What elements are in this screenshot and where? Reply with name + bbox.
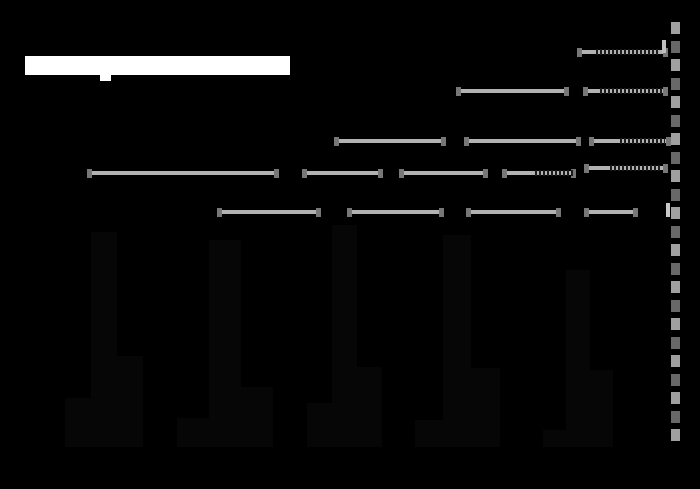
bracket-cap-left bbox=[399, 169, 404, 178]
bar-group4-series1 bbox=[415, 420, 443, 447]
bracket-text-marks bbox=[620, 138, 665, 144]
bracket-line-r6-s2 bbox=[348, 210, 443, 214]
bracket-cap-right bbox=[633, 208, 638, 217]
bracket-cap-left bbox=[502, 169, 507, 178]
right-axis-glyph-blob bbox=[671, 59, 680, 71]
right-axis-glyph-blob bbox=[671, 170, 680, 182]
right-axis-glyph-blob bbox=[671, 392, 680, 404]
right-axis-glyph-blob bbox=[671, 41, 680, 53]
bracket-line-r3-s1 bbox=[335, 139, 445, 143]
bar-group2-series1 bbox=[177, 418, 209, 447]
bracket-cap-left bbox=[334, 137, 339, 146]
right-axis-glyph-blob bbox=[671, 281, 680, 293]
bracket-line-r6-s4 bbox=[585, 210, 637, 214]
bracket-cap-right bbox=[576, 137, 581, 146]
bracket-cap-left bbox=[577, 48, 582, 57]
bracket-line-r6-s1 bbox=[218, 210, 320, 214]
bar-group2-series3 bbox=[241, 387, 273, 447]
bar-group5-series3 bbox=[590, 370, 613, 447]
bracket-cap-right bbox=[556, 208, 561, 217]
axis-tick-mark bbox=[662, 40, 666, 53]
title-highlight-notch bbox=[100, 75, 111, 81]
bracket-line-r2-s1 bbox=[457, 89, 568, 93]
bracket-cap-right bbox=[441, 137, 446, 146]
bar-group5-series2 bbox=[566, 270, 590, 447]
bracket-cap-right bbox=[439, 208, 444, 217]
bracket-cap-right bbox=[274, 169, 279, 178]
bracket-cap-left bbox=[584, 164, 589, 173]
right-axis-glyph-blob bbox=[671, 115, 680, 127]
bracket-text-marks bbox=[600, 88, 662, 94]
right-axis-glyph-blob bbox=[671, 244, 680, 256]
right-axis-glyph-blob bbox=[671, 318, 680, 330]
bar-group5-series1 bbox=[543, 430, 566, 447]
axis-tick-mark bbox=[666, 203, 670, 217]
right-axis-glyph-blob bbox=[671, 411, 680, 423]
bracket-cap-right bbox=[378, 169, 383, 178]
right-axis-glyph-blob bbox=[671, 429, 680, 441]
bar-group2-series2 bbox=[209, 240, 241, 447]
bracket-cap-left bbox=[87, 169, 92, 178]
bracket-cap-right bbox=[483, 169, 488, 178]
right-axis-glyph-blob bbox=[671, 300, 680, 312]
bar-group3-series3 bbox=[357, 367, 382, 447]
right-axis-glyph-blob bbox=[671, 96, 680, 108]
bar-group1-series2 bbox=[91, 232, 117, 447]
bracket-cap-right bbox=[663, 164, 668, 173]
bar-group4-series2 bbox=[443, 235, 471, 447]
bracket-cap-left bbox=[347, 208, 352, 217]
right-axis-glyph-blob bbox=[671, 226, 680, 238]
bracket-cap-left bbox=[466, 208, 471, 217]
right-axis-glyph-blob bbox=[671, 207, 680, 219]
right-axis-glyph-blob bbox=[671, 374, 680, 386]
right-axis-glyph-blob bbox=[671, 22, 680, 34]
right-axis-glyph-blob bbox=[671, 355, 680, 367]
bar-group3-series1 bbox=[307, 403, 332, 447]
right-axis-glyph-blob bbox=[671, 152, 680, 164]
bracket-line-r5-s2 bbox=[303, 171, 382, 175]
bracket-cap-left bbox=[583, 87, 588, 96]
bracket-line-r3-s2 bbox=[465, 139, 580, 143]
bracket-cap-left bbox=[464, 137, 469, 146]
bar-group1-series3 bbox=[117, 356, 143, 447]
bracket-text-marks bbox=[610, 165, 660, 171]
bar-group1-series1 bbox=[65, 398, 91, 447]
bracket-cap-right bbox=[564, 87, 569, 96]
right-axis-glyph-blob bbox=[671, 263, 680, 275]
bar-group4-series3 bbox=[471, 368, 500, 447]
bracket-cap-left bbox=[584, 208, 589, 217]
bracket-text-marks bbox=[596, 49, 660, 55]
right-axis-glyph-blob bbox=[671, 78, 680, 90]
bracket-cap-left bbox=[589, 137, 594, 146]
right-axis-glyph-blob bbox=[671, 133, 680, 145]
bracket-cap-right bbox=[663, 87, 668, 96]
bracket-line-r6-s3 bbox=[467, 210, 560, 214]
right-axis-glyph-blob bbox=[671, 189, 680, 201]
bracket-cap-left bbox=[302, 169, 307, 178]
bracket-text-marks bbox=[535, 170, 573, 176]
bracket-line-r5-s3 bbox=[400, 171, 487, 175]
bar-group3-series2 bbox=[332, 225, 357, 447]
right-axis-glyph-blob bbox=[671, 337, 680, 349]
bracket-cap-right bbox=[316, 208, 321, 217]
title-highlight-box bbox=[25, 56, 290, 75]
bracket-line-r5-s1 bbox=[88, 171, 278, 175]
bracket-cap-left bbox=[456, 87, 461, 96]
bracket-cap-left bbox=[217, 208, 222, 217]
